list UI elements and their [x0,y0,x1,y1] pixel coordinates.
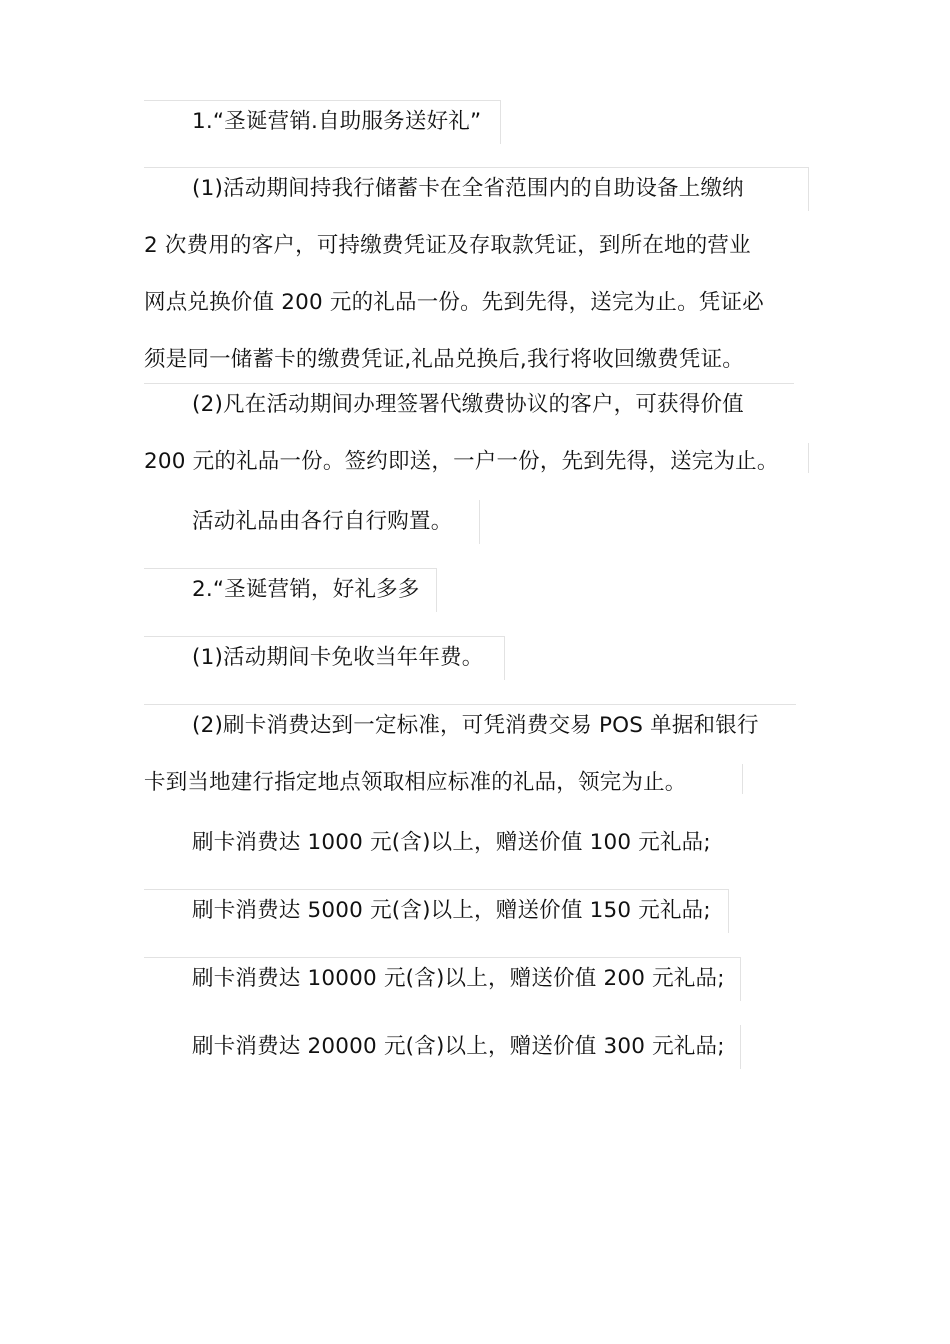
paragraph [144,714,759,795]
text-line: 2.“圣诞营销，好礼多多 [192,577,420,602]
tier-item [144,1035,725,1059]
text-line: (1)活动期间持我行储蓄卡在全省范围内的自助设备上缴纳 [192,176,744,201]
tier-item [144,831,711,855]
text-line: 刷卡消费达 5000 元(含)以上，赠送价值 150 元礼品; [192,898,711,923]
tier-item [144,899,711,923]
text-line: 网点兑换价值 200 元的礼品一份。先到先得，送完为止。凭证必 [144,290,764,315]
text-line: 刷卡消费达 10000 元(含)以上，赠送价值 200 元礼品; [192,966,725,991]
text-line: 刷卡消费达 1000 元(含)以上，赠送价值 100 元礼品; [192,830,711,855]
text-line: 活动礼品由各行自行购置。 [192,509,453,534]
text-line: 2 次费用的客户，可持缴费凭证及存取款凭证，到所在地的营业 [144,233,751,258]
text-line: 须是同一储蓄卡的缴费凭证,礼品兑换后,我行将收回缴费凭证。 [144,347,744,372]
text-line: (1)活动期间卡免收当年年费。 [192,645,484,670]
text-line: (2)刷卡消费达到一定标准，可凭消费交易 POS 单据和银行 [192,713,759,738]
paragraph [144,177,764,372]
text-line: 卡到当地建行指定地点领取相应标准的礼品，领完为止。 [144,770,687,795]
paragraph [144,393,779,474]
text-line: (2)凡在活动期间办理签署代缴费协议的客户，可获得价值 [192,392,744,417]
text-line: 1.“圣诞营销.自助服务送好礼” [192,109,482,134]
paragraph [144,510,452,534]
paragraph [144,646,483,670]
text-line: 刷卡消费达 20000 元(含)以上，赠送价值 300 元礼品; [192,1034,725,1059]
section-heading [144,110,481,134]
text-line: 200 元的礼品一份。签约即送，一户一份，先到先得，送完为止。 [144,449,779,474]
tier-item [144,967,725,991]
section-heading [144,578,420,602]
